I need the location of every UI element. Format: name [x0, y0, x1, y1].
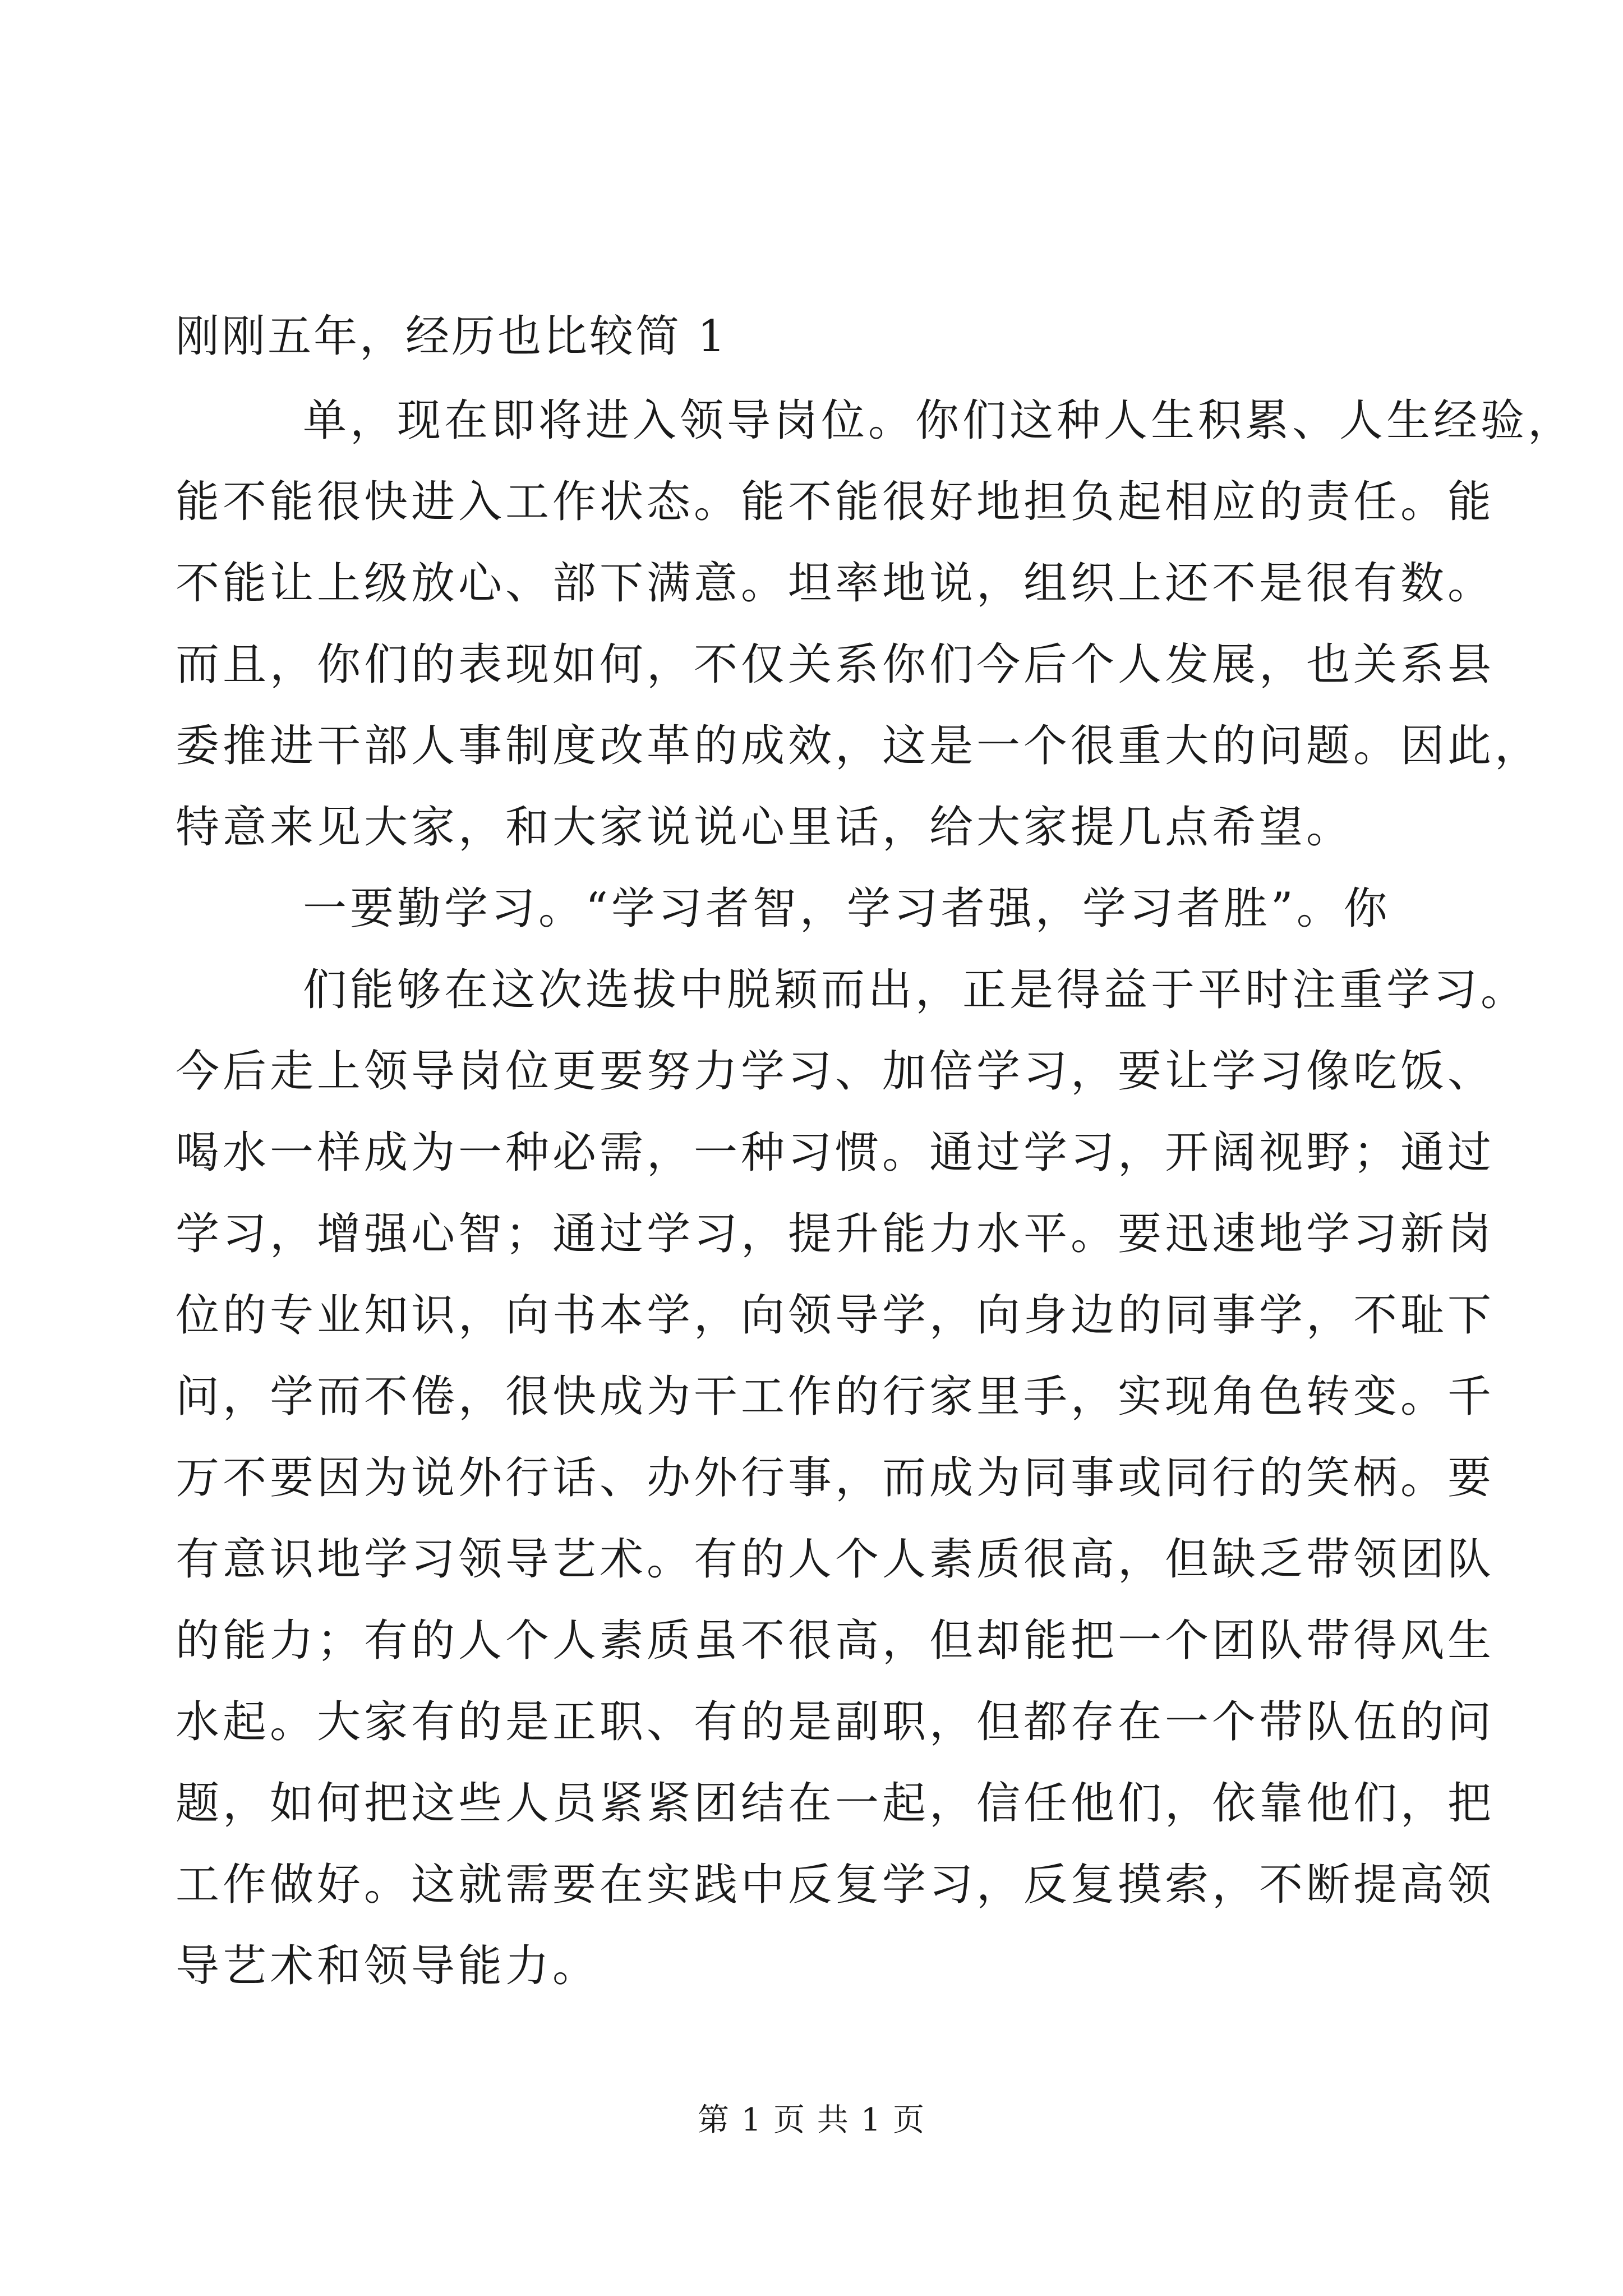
- page-number-footer: 第 1 页 共 1 页: [697, 2102, 926, 2138]
- text-line-10: 今后走上领导岗位更要努力学习、加倍学习，要让学习像吃饭、: [176, 1046, 1495, 1097]
- text-line-6: 委推进干部人事制度改革的成效，这是一个很重大的问题。因此，: [176, 721, 1542, 771]
- text-line-4: 不能让上级放心、部下满意。坦率地说，组织上还不是很有数。: [176, 558, 1495, 609]
- text-line-18: 水起。大家有的是正职、有的是副职，但都存在一个带队伍的问: [176, 1697, 1495, 1747]
- text-line-19: 题，如何把这些人员紧紧团结在一起，信任他们，依靠他们，把: [176, 1778, 1495, 1829]
- text-line-5: 而且，你们的表现如何，不仅关系你们今后个人发展，也关系县: [176, 639, 1495, 690]
- text-line-21: 导艺术和领导能力。: [176, 1941, 600, 1991]
- text-line-12: 学习，增强心智；通过学习，提升能力水平。要迅速地学习新岗: [176, 1209, 1495, 1259]
- text-line-8: 一要勤学习。“学习者智，学习者强，学习者胜”。你: [303, 884, 1391, 934]
- text-line-1: 刚刚五年，经历也比较简 1: [176, 311, 728, 362]
- text-line-9: 们能够在这次选拔中脱颖而出，正是得益于平时注重学习。: [303, 965, 1528, 1015]
- text-line-13: 位的专业知识，向书本学，向领导学，向身边的同事学，不耻下: [176, 1290, 1495, 1341]
- text-line-3: 能不能很快进入工作状态。能不能很好地担负起相应的责任。能: [176, 477, 1495, 527]
- text-line-20: 工作做好。这就需要在实践中反复学习，反复摸索，不断提高领: [176, 1860, 1495, 1910]
- text-line-11: 喝水一样成为一种必需，一种习惯。通过学习，开阔视野；通过: [176, 1128, 1495, 1178]
- text-line-14: 问，学而不倦，很快成为干工作的行家里手，实现角色转变。千: [176, 1372, 1495, 1422]
- text-line-16: 有意识地学习领导艺术。有的人个人素质很高，但缺乏带领团队: [176, 1534, 1495, 1585]
- text-line-15: 万不要因为说外行话、办外行事，而成为同事或同行的笑柄。要: [176, 1453, 1495, 1503]
- text-line-7: 特意来见大家，和大家说说心里话，给大家提几点希望。: [176, 802, 1354, 853]
- text-line-17: 的能力；有的人个人素质虽不很高，但却能把一个团队带得风生: [176, 1616, 1495, 1666]
- text-line-2: 单，现在即将进入领导岗位。你们这种人生积累、人生经验，: [303, 395, 1575, 446]
